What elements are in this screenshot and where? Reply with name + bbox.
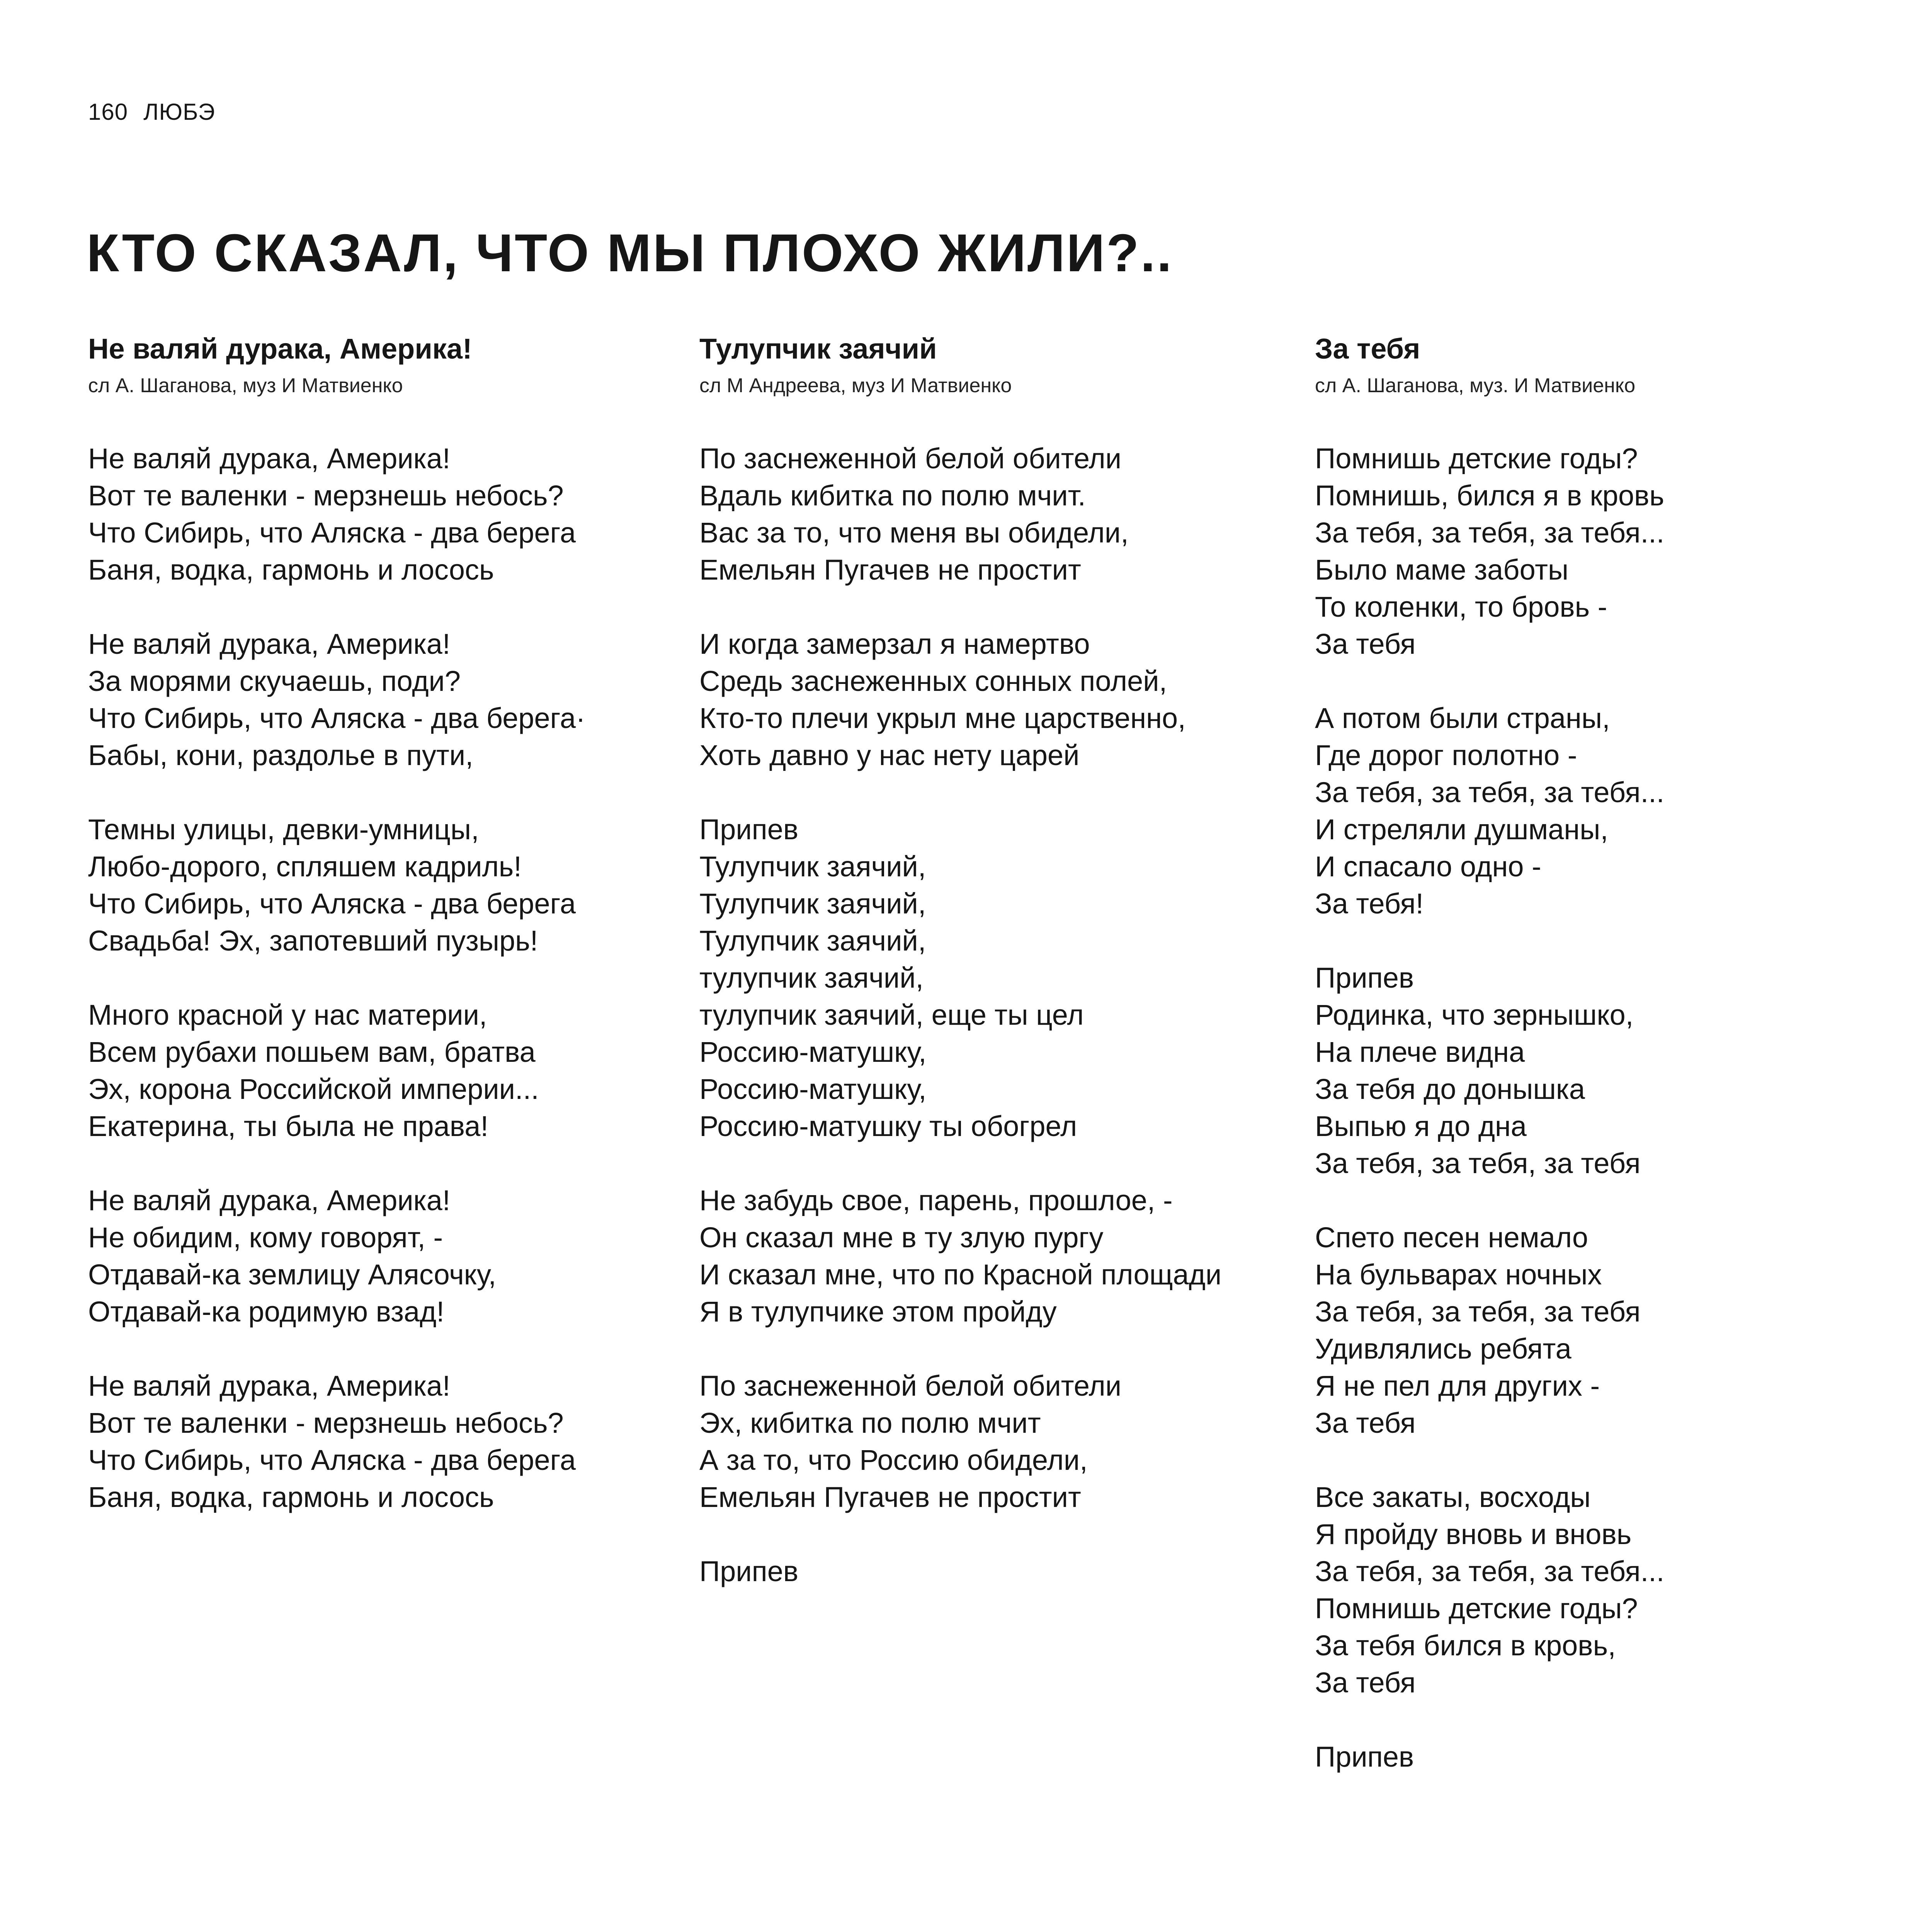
stanza (699, 1553, 1279, 1590)
lyric-line: Тулупчик заячий, (699, 925, 926, 957)
lyric-line: Россию-матушку, (699, 1073, 927, 1105)
lyric-line: А за то, что Россию обидели, (699, 1444, 1088, 1476)
lyric-line: Я в тулупчике этом пройду (699, 1296, 1057, 1328)
lyric-line: Емельян Пугачев не простит (699, 554, 1081, 586)
song-credits: сл М Андреева, муз И Матвиенко (699, 374, 1012, 397)
stanza (88, 811, 668, 959)
lyric-line: А потом были страны, (1315, 702, 1610, 734)
stanza (88, 1367, 668, 1516)
lyric-line: Баня, водка, гармонь и лосось (88, 1481, 494, 1513)
lyric-line: Средь заснеженных сонных полей, (699, 665, 1167, 697)
lyric-line: Где дорог полотно - (1315, 739, 1577, 771)
stanza (88, 1182, 668, 1330)
lyric-line: И сказал мне, что по Красной площади (699, 1259, 1222, 1291)
lyric-line: Вас за то, что меня вы обидели, (699, 517, 1129, 549)
song-lyrics (699, 440, 1279, 1590)
stanza (88, 626, 668, 774)
lyric-line: Баня, водка, гармонь и лосось (88, 554, 494, 586)
stanza (699, 1367, 1279, 1516)
lyric-line: Тулупчик заячий, (699, 888, 926, 920)
section-name: ЛЮБЭ (143, 99, 215, 125)
lyric-line: На плече видна (1315, 1036, 1525, 1068)
lyric-line: По заснеженной белой обители (699, 442, 1122, 474)
lyric-line: Всем рубахи пошьем вам, братва (88, 1036, 536, 1068)
lyric-line: За тебя, за тебя, за тебя... (1315, 1555, 1665, 1587)
lyric-line: Россию-матушку, (699, 1036, 927, 1068)
lyric-line: Россию-матушку ты обогрел (699, 1110, 1077, 1142)
lyric-line: Что Сибирь, что Аляска - два берега· (88, 702, 585, 734)
stanza (88, 997, 668, 1145)
lyric-line: Эх, корона Российской империи... (88, 1073, 539, 1105)
stanza (1315, 1219, 1895, 1442)
lyric-line: За тебя бился в кровь, (1315, 1629, 1616, 1662)
lyric-line: Припев (699, 813, 799, 845)
lyric-line: Не валяй дурака, Америка! (88, 628, 451, 660)
lyric-line: Что Сибирь, что Аляска - два берега (88, 1444, 576, 1476)
lyric-line: Не обидим, кому говорят, - (88, 1221, 443, 1253)
song-title: Тулупчик заячий (699, 333, 937, 365)
lyric-line: За тебя, за тебя, за тебя... (1315, 517, 1665, 549)
song-title: За тебя (1315, 333, 1420, 365)
lyric-line: Хоть давно у нас нету царей (699, 739, 1080, 771)
lyric-line: Помнишь детские годы? (1315, 1592, 1638, 1624)
lyric-line: Не забудь свое, парень, прошлое, - (699, 1184, 1173, 1216)
song-credits: сл А. Шаганова, муз. И Матвиенко (1315, 374, 1636, 397)
lyric-line: Эх, кибитка по полю мчит (699, 1407, 1041, 1439)
stanza (1315, 700, 1895, 922)
lyric-line: Много красной у нас материи, (88, 999, 487, 1031)
stanza (88, 440, 668, 588)
lyric-line: За тебя, за тебя, за тебя (1315, 1296, 1641, 1328)
song-lyrics (1315, 440, 1895, 1776)
lyric-line: Родинка, что зернышко, (1315, 999, 1634, 1031)
song-title: Не валяй дурака, Америка! (88, 333, 472, 365)
lyric-line: тулупчик заячий, еще ты цел (699, 999, 1084, 1031)
lyric-line: За тебя! (1315, 888, 1424, 920)
song-column (1315, 328, 1895, 1813)
lyric-line: Свадьба! Эх, запотевший пузырь! (88, 925, 538, 957)
running-header (88, 97, 215, 128)
song-column (88, 328, 668, 1553)
lyric-line: Отдавай-ка землицу Алясочку, (88, 1259, 497, 1291)
lyric-line: Было маме заботы (1315, 554, 1569, 586)
lyric-line: За морями скучаешь, поди? (88, 665, 461, 697)
lyric-line: Он сказал мне в ту злую пургу (699, 1221, 1104, 1253)
lyric-line: Кто-то плечи укрыл мне царственно, (699, 702, 1186, 734)
lyric-line: Не валяй дурака, Америка! (88, 442, 451, 474)
lyric-line: По заснеженной белой обители (699, 1370, 1122, 1402)
lyric-line: За тебя (1315, 1407, 1416, 1439)
lyric-line: Вот те валенки - мерзнешь небось? (88, 480, 564, 512)
lyric-line: Выпью я до дна (1315, 1110, 1527, 1142)
lyric-line: Я пройду вновь и вновь (1315, 1518, 1632, 1550)
lyric-line: За тебя (1315, 1667, 1416, 1699)
stanza (1315, 1479, 1895, 1701)
lyric-line: Емельян Пугачев не простит (699, 1481, 1081, 1513)
lyric-line: Припев (1315, 1741, 1414, 1773)
lyric-line: Удивлялись ребята (1315, 1333, 1571, 1365)
stanza (699, 1182, 1279, 1330)
lyric-line: тулупчик заячий, (699, 962, 924, 994)
stanza (1315, 1738, 1895, 1776)
lyric-line: За тебя, за тебя, за тебя... (1315, 776, 1665, 808)
stanza (1315, 440, 1895, 663)
lyric-line: Все закаты, восходы (1315, 1481, 1591, 1513)
stanza (699, 440, 1279, 588)
lyric-line: Припев (1315, 962, 1414, 994)
lyric-line: Припев (699, 1555, 799, 1587)
lyric-line: То коленки, то бровь - (1315, 591, 1607, 623)
lyric-line: Помнишь детские годы? (1315, 442, 1638, 474)
page-number: 160 (88, 99, 128, 125)
lyric-line: Отдавай-ка родимую взад! (88, 1296, 444, 1328)
lyric-line: И спасало одно - (1315, 850, 1541, 883)
lyric-line: Не валяй дурака, Америка! (88, 1184, 451, 1216)
song-lyrics (88, 440, 668, 1516)
song-credits: сл А. Шаганова, муз И Матвиенко (88, 374, 403, 397)
page-title: КТО СКАЗАЛ, ЧТО МЫ ПЛОХО ЖИЛИ?.. (87, 223, 1173, 283)
lyric-line: Вдаль кибитка по полю мчит. (699, 480, 1086, 512)
lyric-line: И когда замерзал я намертво (699, 628, 1090, 660)
lyric-line: Я не пел для других - (1315, 1370, 1600, 1402)
lyric-line: Не валяй дурака, Америка! (88, 1370, 451, 1402)
lyric-line: На бульварах ночных (1315, 1259, 1602, 1291)
lyric-line: Помнишь, бился я в кровь (1315, 480, 1665, 512)
lyric-line: Вот те валенки - мерзнешь небось? (88, 1407, 564, 1439)
lyric-line: Спето песен немало (1315, 1221, 1588, 1253)
lyric-line: И стреляли душманы, (1315, 813, 1609, 845)
lyric-line: Екатерина, ты была не права! (88, 1110, 488, 1142)
lyric-line: Бабы, кони, раздолье в пути, (88, 739, 473, 771)
lyric-line: За тебя, за тебя, за тебя (1315, 1147, 1641, 1179)
song-column (699, 328, 1279, 1627)
stanza (1315, 959, 1895, 1182)
lyric-line: Любо-дорого, спляшем кадриль! (88, 850, 522, 883)
lyric-line: Темны улицы, девки-умницы, (88, 813, 479, 845)
lyric-line: За тебя до донышка (1315, 1073, 1585, 1105)
lyric-line: За тебя (1315, 628, 1416, 660)
lyric-line: Что Сибирь, что Аляска - два берега (88, 517, 576, 549)
lyric-line: Что Сибирь, что Аляска - два берега (88, 888, 576, 920)
stanza (699, 811, 1279, 1145)
lyric-line: Тулупчик заячий, (699, 850, 926, 883)
stanza (699, 626, 1279, 774)
